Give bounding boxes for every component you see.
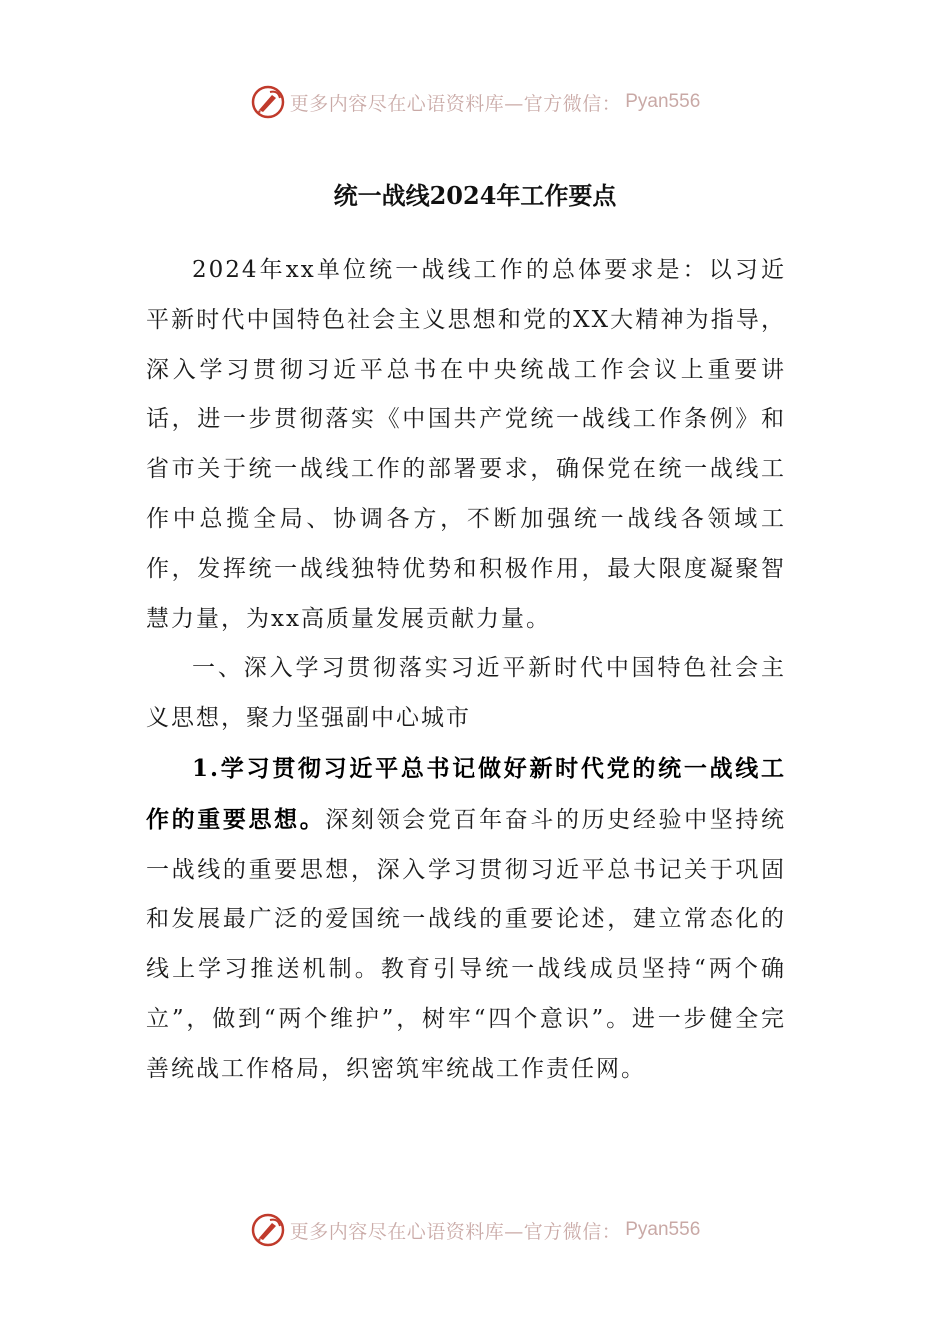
watermark-banner-top — [0, 80, 950, 124]
section-heading: 一、深入学习贯彻落实习近平新时代中国特色社会主义思想，聚力坚强副中心城市 — [146, 655, 786, 732]
pen-circle-logo-icon — [250, 1212, 286, 1248]
item-paragraph — [146, 744, 786, 1095]
watermark-text: 更多内容尽在心语资料库—官方微信： — [289, 1220, 622, 1243]
watermark-wechat-id: Pyan556 — [625, 1219, 701, 1240]
item-body-text: 深刻领会党百年奋斗的历史经验中坚持统一战线的重要思想，深入学习贯彻习近平总书记关于巩固和发展最广泛的爱国统一战线的重要论述，建立常态化的线上学习推送机制。教育引导统一战线成员坚持“两个确立”，做到“两个维护”，树牢“四个意识”。进一步健全完善统战工作格局，织密筑牢统战工作责任网。 — [146, 806, 786, 1082]
watermark-banner-bottom — [0, 1208, 950, 1252]
watermark-wechat-id: Pyan556 — [625, 91, 701, 112]
pen-circle-logo-icon — [250, 84, 286, 120]
intro-paragraph: 2024年xx单位统一战线工作的总体要求是：以习近平新时代中国特色社会主义思想和党的XX大精神为指导，深入学习贯彻习近平总书在中央统战工作会议上重要讲话，进一步贯彻落实《中国共产党统一战线工作条例》和省市关于统一战线工作的部署要求，确保党在统一战线工作中总揽全局、协调各方，不断加强统一战线各领域工作，发挥统一战线独特优势和积极作用，最大限度凝聚智慧力量，为xx高质量发展贡献力量。 — [146, 257, 786, 632]
document-body — [146, 246, 786, 1095]
watermark-text: 更多内容尽在心语资料库—官方微信： — [289, 92, 622, 115]
item-bold-heading: 1.学习贯彻习近平总书记做好新时代党的统一战线工作的重要思想。 — [146, 754, 786, 833]
document-title: 统一战线2024年工作要点 — [333, 181, 617, 210]
